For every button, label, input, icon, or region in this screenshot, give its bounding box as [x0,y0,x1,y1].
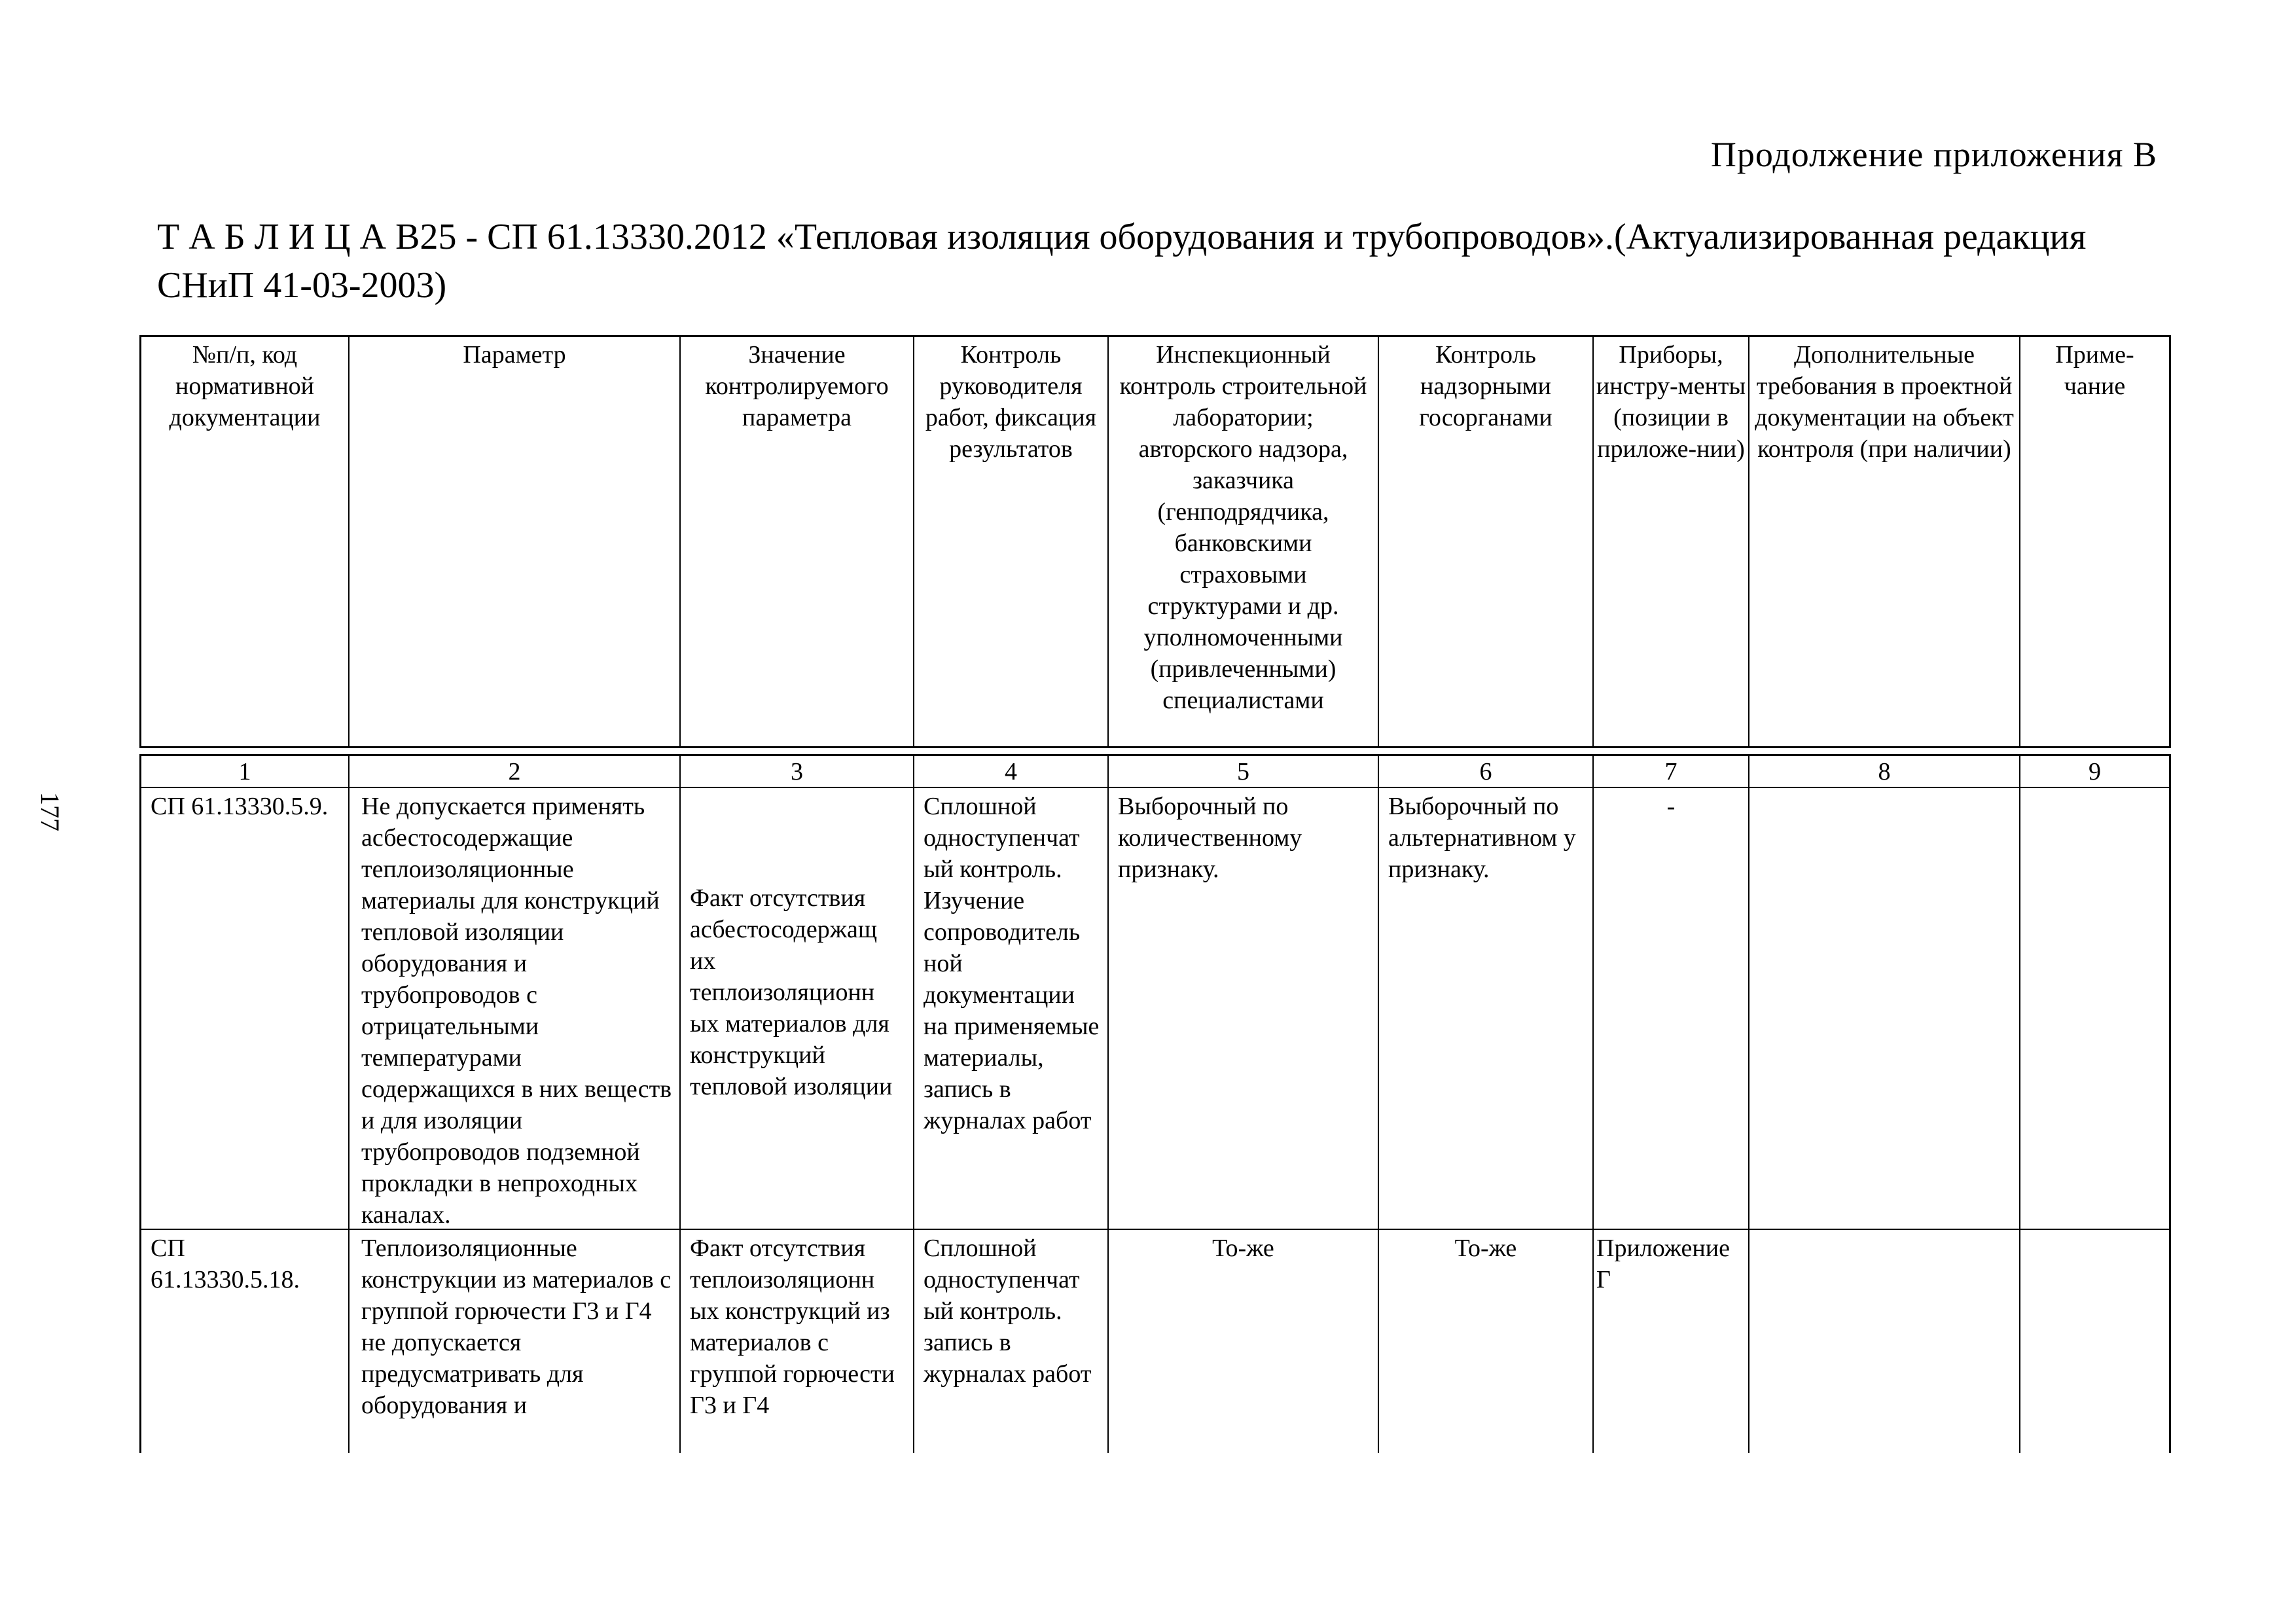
column-number: 6 [1479,758,1492,785]
column-number: 5 [1237,758,1249,785]
row-manager-control: Сплошной одноступенчат ый контроль. запись в журналах работ [924,1235,1092,1388]
header-parameter: Параметр [463,341,566,369]
column-number: 9 [2089,758,2101,785]
header-code: №п/п, код нормативной документации [169,341,321,431]
header-state-control: Контроль надзорными госорганами [1419,341,1552,431]
row-parameter: Теплоизоляционные конструкции из материалов с группой горючести Г3 и Г4 не допускается предусматривать для оборудования и [361,1235,672,1419]
header-note: Приме-чание [2055,341,2134,400]
column-number: 2 [508,758,521,785]
header-inspection: Инспекционный контроль строительной лаборатории; авторского надзора, заказчика (генподрядчика, банковскими страховыми структурами и др. уполномоченными (привлеченными) специалистами [1119,341,1367,714]
row-inspection: Выборочный по количественному признаку. [1118,793,1302,883]
column-number: 1 [238,758,251,785]
column-number: 3 [791,758,803,785]
row-instruments: Приложение Г [1596,1235,1730,1293]
row-additional [1749,788,2019,1229]
column-number: 8 [1878,758,1891,785]
row-state-control: Выборочный по альтернативном у признаку. [1388,793,1576,883]
row-value: Факт отсутствия асбестосодержащ их теплоизоляционн ых материалов для конструкций тепловой изоляции [690,884,893,1100]
table-title: Т А Б Л И Ц А В25 - СП 61.13330.2012 «Тепловая изоляция оборудования и трубопроводов».(Актуализированная редакция СНиП 41-03-2003) [157,217,2087,306]
header-instruments: Приборы, инстру-менты (позиции в приложе-нии) [1596,341,1746,463]
row-note [2020,1230,2169,1453]
header-manager-control: Контроль руководителя работ, фиксация результатов [925,341,1097,463]
continuation-label: Продолжение приложения В [1710,135,2157,174]
row-code: СП 61.13330.5.18. [151,1235,300,1293]
column-number: 4 [1005,758,1017,785]
row-code: СП 61.13330.5.9. [151,793,329,820]
row-inspection: То-же [1212,1235,1274,1262]
row-value: Факт отсутствия теплоизоляционн ых конструкций из материалов с группой горючести Г3 и Г4 [690,1235,895,1419]
row-instruments: - [1666,793,1676,820]
row-parameter: Не допускается применять асбестосодержащие теплоизоляционные материалы для конструкций тепловой изоляции оборудования и трубопроводов с отрицательными температурами содержащихся в них веществ и для изоляции трубопроводов подземной прокладки в непроходных каналах. [361,793,672,1229]
row-manager-control: Сплошной одноступенчат ый контроль. Изучение сопроводитель ной документации на применяемые материалы, запись в журналах работ [924,793,1100,1134]
header-additional: Дополнительные требования в проектной документации на объект контроля (при наличии) [1755,341,2014,463]
row-state-control: То-же [1454,1235,1517,1262]
header-value: Значение контролируемого параметра [705,341,889,431]
page-number: 177 [35,792,65,831]
row-note [2020,788,2169,1229]
column-number: 7 [1664,758,1677,785]
row-additional [1749,1230,2019,1453]
